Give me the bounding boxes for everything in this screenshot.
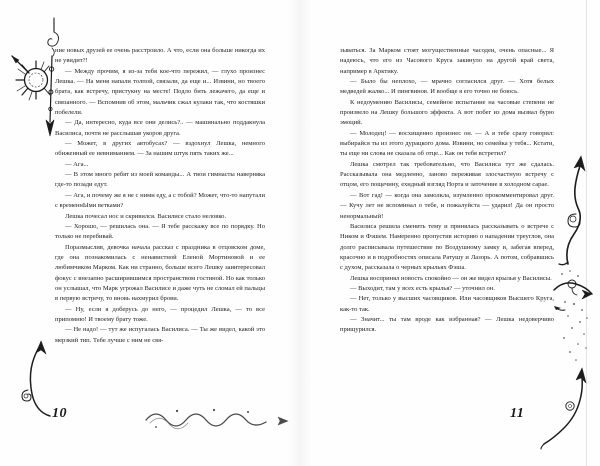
paragraph: — Ага, и почему же я не с ними еду, а с тобой? Может, что-то напутали с временнЫми ветками? [55, 191, 265, 210]
left-page-text-column [55, 46, 265, 346]
paragraph: — Было бы неплохо, — мрачно согласился друг. — Хотя белых медведей жалко... И пингвинов. И вообще я его точно не боюсь. [340, 78, 554, 96]
paragraph: — Может, в других автобусах? — вздохнул Лешка, немного обиженный ее невниманием. — За нашим штук пять таких же... [55, 140, 265, 158]
paragraph: Лешка почесал нос и скривился. Василисе стало неловко. [65, 212, 227, 220]
paragraph: — Хорошо, — решилась она. — Я тебе расскажу все по порядку. Но только не перебивай. [55, 222, 265, 241]
paragraph: — Ага... [65, 160, 89, 168]
page-edge-right [586, 0, 587, 466]
paragraph: — Не надо! — тут же испугалась Василиса. — Ты же видел, какой это мерзкий тип. Тебе лучше с ним не свя- [55, 326, 265, 344]
paragraph: — Вот гад! — когда она замолкла, изумленно прокомментировал друг. — Кучу лет не вспоминал о тебе, и пожалуйста — ударил! Да он просто ненормальный! [340, 191, 554, 220]
paragraph: Лешка смотрел так требовательно, что Василиса тут же сдалась. Рассказывала она медленно, заново переживая злосчастную встречу с отцом, его пощечину, ехидный взгляд Норта и заточение в холодном сарае. [340, 160, 554, 189]
paragraph: — Ну, если я доберусь до него, — процедил Лешка, — то все припомню! И твоему брату тоже. [55, 305, 265, 323]
paragraph: — Нет, только у высших часовщиков. Или часовщиков Высшего Круга, как-то так. [340, 295, 554, 313]
right-page-text-column [340, 46, 554, 336]
paragraph: — Да, интересно, куда все они делись?.. — машинально поддакнула Василиса, почти не расслышав укоров друга. [55, 119, 265, 137]
paragraph: зываться. За Марком стоят могущественные часодеи, очень опасные... Я надеюсь, что его из Часового Круга закинуло на другой край света, например в Арктику. [340, 47, 554, 75]
paragraph: — Между прочим, я из-за тебя кое-что пережил, — глухо произнес Лешка. — На меня напали толпой, связали, да еще и... Извини, но твоего брата, как встречу, пристукну на месте! Подло бить лежачего, да еще и связанного. — Вспомнив об этом, мальчик сжал кулаки так, что костяшки побелели. [55, 67, 265, 117]
page-number-right: 11 [510, 406, 525, 421]
paragraph: Лешка воспринял новость спокойно — он же видел крылья у Василисы. [350, 274, 552, 282]
page-number-left: 10 [52, 406, 67, 421]
paragraph: — Выходит, там у всех есть крылья? — уточнил он. [350, 284, 495, 292]
paragraph: — Молодец! — восхищенно произнес он. — А я тебе сразу говорил: выбирайся ты из этого дурацкого дома. Извини, но семейка у тебя... Кстати, ты еще ни слова не сказала об отце... Как он тебя встретил? [340, 129, 554, 158]
paragraph: Поразмыслив, девочка начала рассказ с праздника в отцовском доме, где она познакомилась с ненавистной Еленой Мортиновой и ее любимчиком Марком. Как ни странно, больше всего Лешку заинтересовал фокус с внезапно расширившимся пространством гостиной. Но как только он услышал, что Марк угрожал Василисе и даже чуть не сломал ей пальцы в первую встречу, то вновь нахмурил брови. [55, 243, 265, 303]
paragraph: — В этом много ребят из моей команды... А твои гимнасты наверняка где-то позади едут. [55, 171, 265, 189]
paragraph: — Значит... ты там вроде как избранная? — Лешка недоверчиво прищурился. [340, 315, 554, 334]
paragraph: Василиса решила сменить тему и принялась рассказывать о встрече с Ником и Фэшем. Намеренно пропустив историю о нападении треуглов, она долго расписывала путешествие по Воздушному замку и, забегая вперед, красочно и в подробностях описала Ратушу и Лазорь. А потом, собравшись с духом, рассказала о черных крыльях Фэша. [340, 222, 554, 272]
paragraph: ние новых друзей ее очень расстроило. А что, если она больше никогда их не увидит?! [55, 47, 265, 65]
paragraph: К недоумению Василисы, семейное испытание на часовые степени не произвело на Лешку большого эффекта. А вот побег из дома вызвал бурю эмоций. [340, 98, 554, 127]
